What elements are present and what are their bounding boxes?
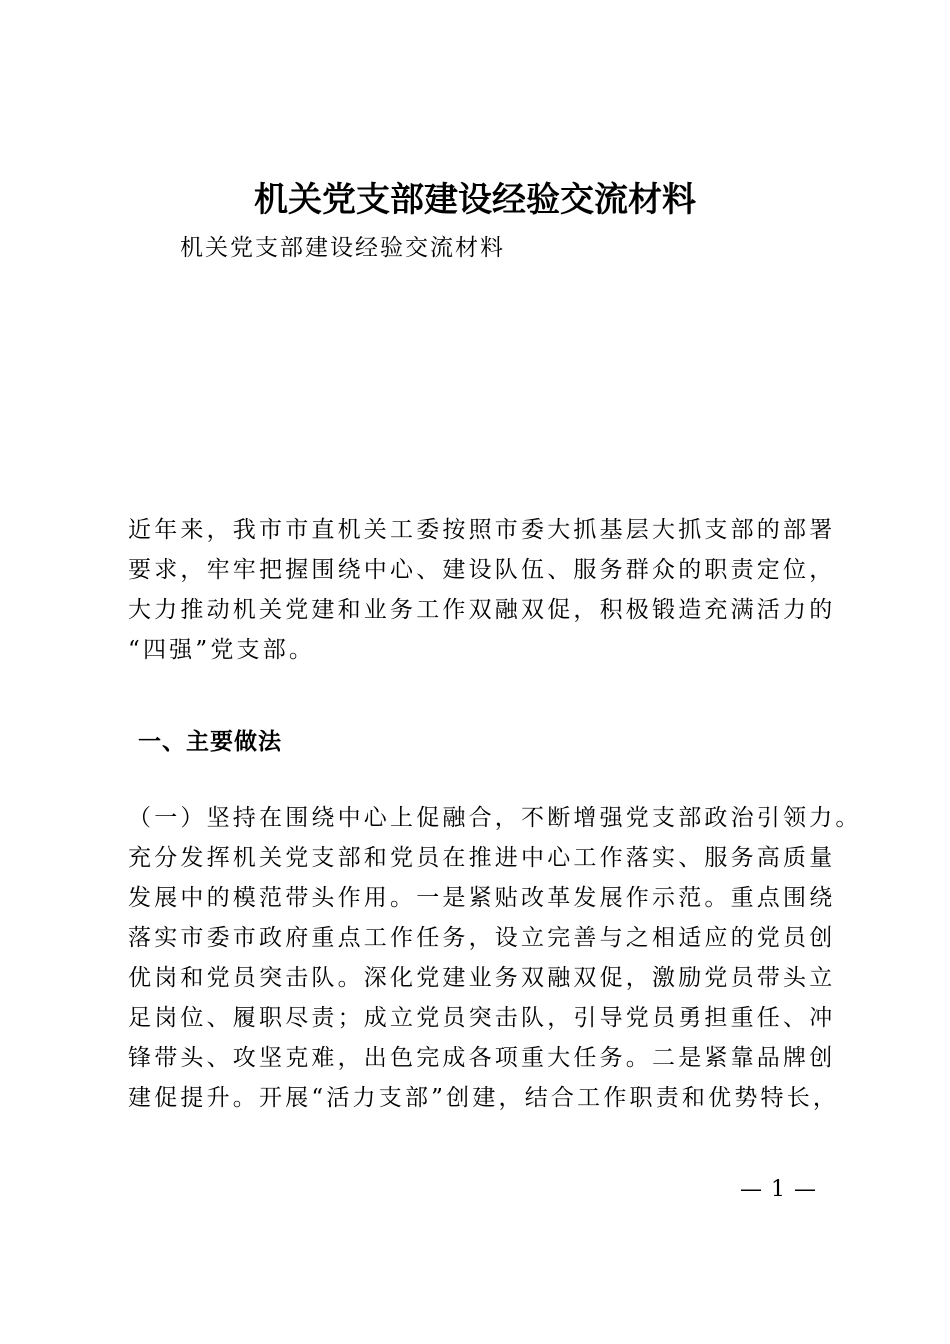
paragraph-line: 锋带头、攻坚克难，出色完成各项重大任务。二是紧靠品牌创: [128, 1045, 836, 1071]
document-subtitle: 机关党支部建设经验交流材料: [180, 235, 505, 261]
paragraph-line: 足岗位、履职尽责；成立党员突击队，引导党员勇担重任、冲: [128, 1005, 836, 1031]
section-heading: 一、主要做法: [138, 729, 282, 755]
page-number: — 1 —: [740, 1177, 817, 1202]
paragraph-line: 近年来，我市市直机关工委按照市委大抓基层大抓支部的部署: [128, 517, 836, 543]
intro-paragraph: [128, 510, 848, 670]
section-paragraph: [128, 798, 862, 1118]
document-title: 机关党支部建设经验交流材料: [254, 180, 696, 220]
paragraph-line: 要求，牢牢把握围绕中心、建设队伍、服务群众的职责定位，: [128, 557, 836, 583]
paragraph-line: 优岗和党员突击队。深化党建业务双融双促，激励党员带头立: [128, 965, 836, 991]
paragraph-line: 充分发挥机关党支部和党员在推进中心工作落实、服务高质量: [128, 845, 836, 871]
paragraph-line: 落实市委市政府重点工作任务，设立完善与之相适应的党员创: [128, 925, 836, 951]
paragraph-line: 发展中的模范带头作用。一是紧贴改革发展作示范。重点围绕: [128, 885, 836, 911]
paragraph-line: 建促提升。开展“活力支部”创建，结合工作职责和优势特长，: [128, 1085, 840, 1111]
paragraph-line: 大力推动机关党建和业务工作双融双促，积极锻造充满活力的: [128, 597, 836, 623]
paragraph-line: （一）坚持在围绕中心上促融合，不断增强党支部政治引领力。: [128, 805, 862, 831]
paragraph-line: “四强”党支部。: [128, 637, 316, 663]
